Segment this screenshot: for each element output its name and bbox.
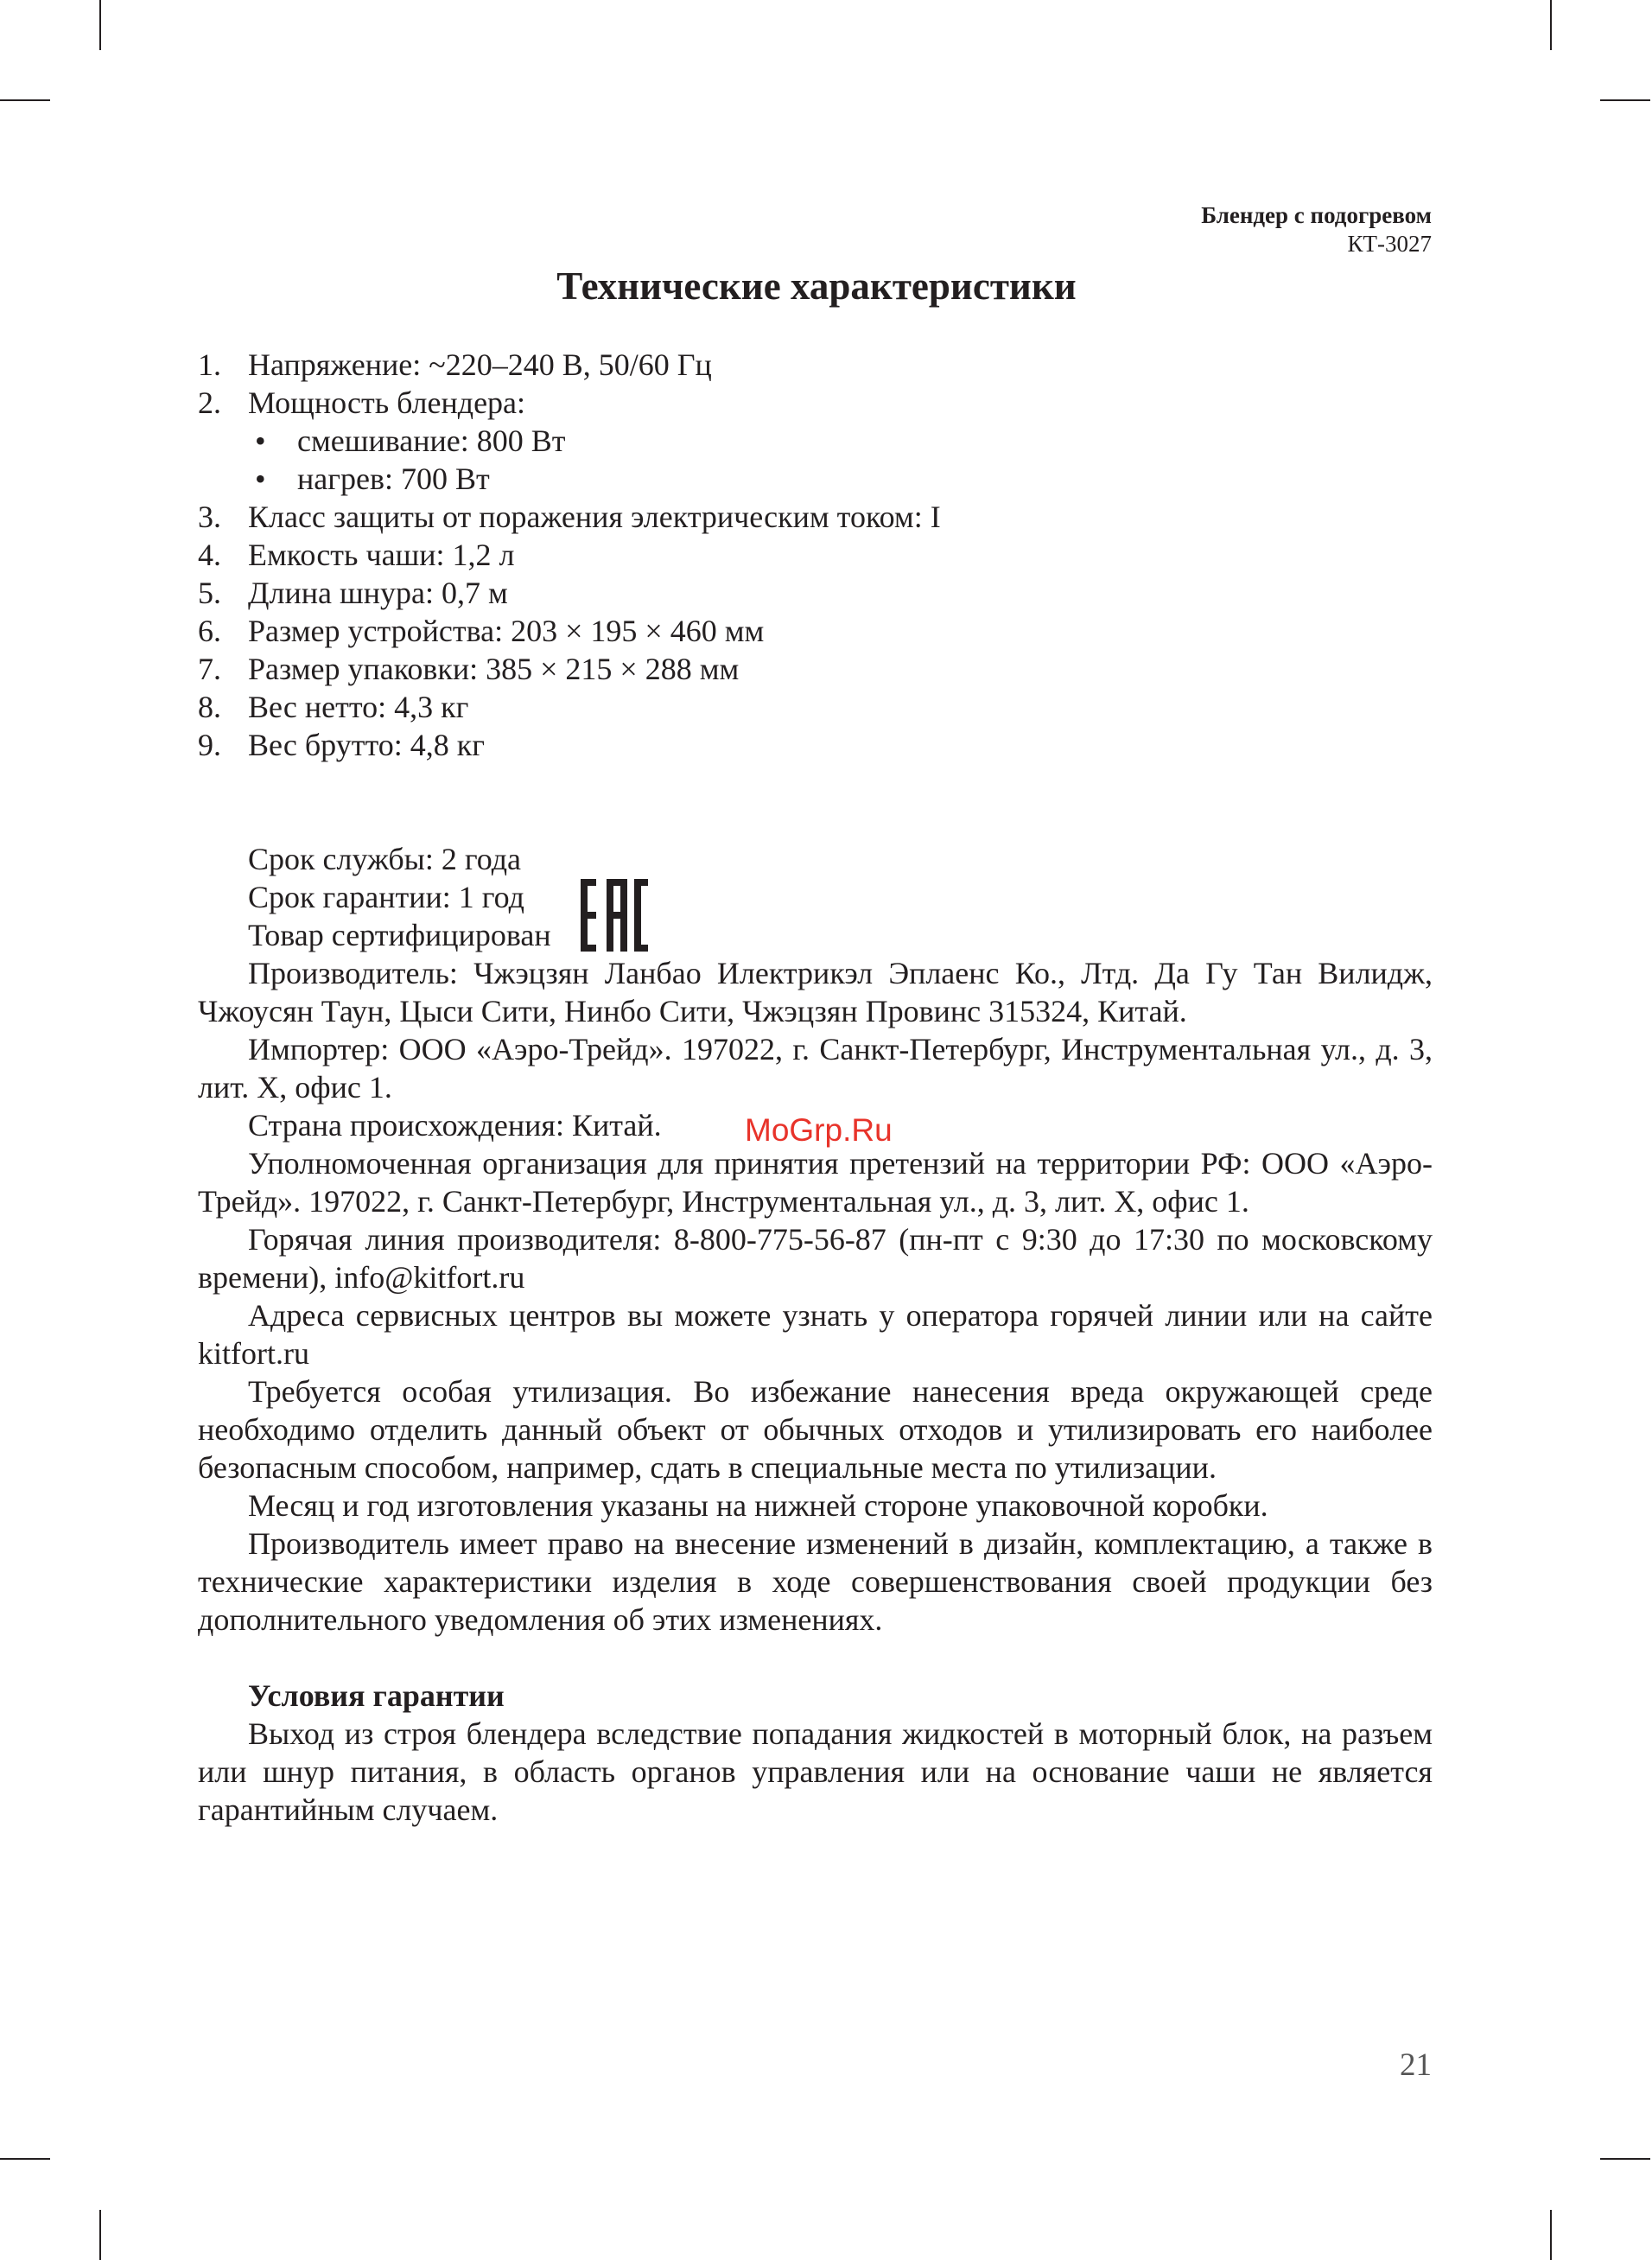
power-item-text: нагрев: 700 Вт [297,462,490,496]
manufacturer-paragraph: Производитель: Чжэцзян Ланбао Илектрикэл Эплаенс Ко., Лтд. Да Гу Тан Вилидж, Чжоусян Таун, Цыси Сити, Нинбо Сити, Чжэцзян Провинс 315324, Китай. [198,956,1433,1028]
spec-number: 3. [198,500,221,534]
crop-mark [1600,2158,1650,2160]
spec-item [198,346,1433,384]
origin-paragraph: Страна происхождения: Китай. [248,1108,662,1143]
certification-block [198,878,1433,954]
design-changes-paragraph: Производитель имеет право на внесение изменений в дизайн, комплектацию, а также в технические характеристики изделия в ходе совершенствования своей продукции без дополнительного уведомления об этих изменениях. [198,1526,1433,1637]
spec-text: Длина шнура: 0,7 м [248,576,508,610]
spec-number: 1. [198,347,221,382]
running-header-title: Блендер с подогревом [1201,202,1432,228]
crop-mark [0,99,50,101]
spec-text: Класс защиты от поражения электрическим током: I [248,500,941,534]
spec-text: Вес брутто: 4,8 кг [248,728,485,762]
spec-number: 6. [198,614,221,648]
manufacture-date-paragraph: Месяц и год изготовления указаны на нижней стороне упаковочной коробки. [248,1488,1268,1523]
spec-number: 2. [198,385,221,420]
service-life: Срок службы: 2 года [248,842,522,876]
spec-text: Размер устройства: 203 × 195 × 460 мм [248,614,765,648]
bullet: • [255,423,266,458]
hotline-paragraph: Горячая линия производителя: 8-800-775-56-87 (пн-пт с 9:30 до 17:30 по московскому времени), info@kitfort.ru [198,1222,1433,1295]
crop-mark [99,2210,101,2260]
crop-mark [99,0,101,50]
power-sublist [248,422,1433,498]
spec-text: Напряжение: ~220–240 В, 50/60 Гц [248,347,712,382]
certification-lines [198,878,551,954]
page-number: 21 [1400,2047,1432,2083]
spec-text: Размер упаковки: 385 × 215 × 288 мм [248,652,740,686]
spec-number: 9. [198,728,221,762]
eac-logo-icon [581,879,648,952]
power-item [248,460,1433,498]
spec-number: 4. [198,538,221,572]
spec-item [198,498,1433,536]
spec-item [198,650,1433,688]
crop-mark [1550,0,1552,50]
spec-text: Емкость чаши: 1,2 л [248,538,515,572]
spec-number: 8. [198,690,221,724]
spec-item [198,384,1433,498]
service-info [198,840,1433,954]
spec-item [198,688,1433,726]
spec-item [198,726,1433,764]
authorized-org-paragraph: Уполномоченная организация для принятия претензий на территории РФ: ООО «Аэро-Трейд». 197022, г. Санкт-Петербург, Инструментальная ул., д. 3, лит. Х, офис 1. [198,1146,1433,1219]
warranty-paragraph: Выход из строя блендера вследствие попадания жидкостей в моторный блок, на разъем или шнур питания, в область органов управления или на основание чаши не является гарантийным случаем. [198,1716,1433,1827]
spec-list [198,346,1433,764]
power-item [248,422,1433,460]
spec-number: 5. [198,576,221,610]
watermark: MoGrp.Ru [745,1112,893,1148]
warranty-heading: Условия гарантии [248,1678,505,1713]
certified-text: Товар сертифицирован [248,918,551,952]
running-header-model: КТ-3027 [1347,231,1432,257]
spec-text: Мощность блендера: [248,385,526,420]
crop-mark [1550,2210,1552,2260]
spec-item [198,574,1433,612]
service-centers-paragraph: Адреса сервисных центров вы можете узнать у оператора горячей линии или на сайте kitfort.ru [198,1298,1433,1371]
page-content [198,346,1433,1829]
crop-mark [0,2158,50,2160]
importer-paragraph: Импортер: ООО «Аэро-Трейд». 197022, г. Санкт-Петербург, Инструментальная ул., д. 3, лит. Х, офис 1. [198,1032,1433,1105]
bullet: • [255,462,266,496]
disposal-paragraph: Требуется особая утилизация. Во избежание нанесения вреда окружающей среде необходимо отделить данный объект от обычных отходов и утилизировать его наиболее безопасным способом, например, сдать в специальные места по утилизации. [198,1374,1433,1485]
spec-item [198,612,1433,650]
section-title: Технические характеристики [556,264,1077,308]
spec-text: Вес нетто: 4,3 кг [248,690,469,724]
spec-number: 7. [198,652,221,686]
spec-item [198,536,1433,574]
warranty-period: Срок гарантии: 1 год [248,880,524,914]
power-item-text: смешивание: 800 Вт [297,423,566,458]
crop-mark [1600,99,1650,101]
